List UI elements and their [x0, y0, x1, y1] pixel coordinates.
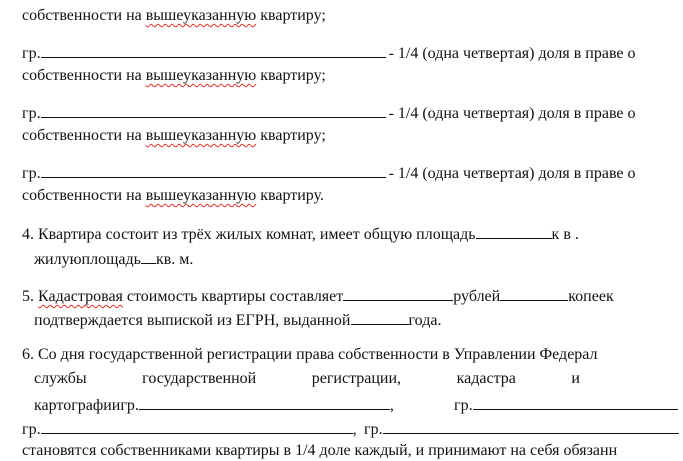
spell-error-word: вышеуказанную: [145, 187, 257, 204]
living-area-blank[interactable]: [141, 248, 156, 264]
text: собственности на: [22, 7, 146, 24]
word: и: [571, 370, 580, 387]
name-blank[interactable]: [473, 394, 678, 410]
item-6-line-5: [22, 441, 617, 461]
text: собственности на: [22, 127, 146, 144]
share-line-tail: [22, 66, 326, 86]
spell-error-word: Кадастровая: [38, 288, 123, 305]
text: к в .: [551, 226, 579, 243]
item-6-line-3-right: [454, 394, 678, 414]
text: 6. Со дня государственной регистрации права собственности в Управлении Федерал: [22, 346, 598, 363]
word: государственной: [142, 370, 257, 387]
owner-share-line: [22, 42, 636, 62]
spell-error-word: вышеуказанную: [145, 127, 257, 144]
year-blank[interactable]: [351, 309, 409, 325]
text: года.: [408, 312, 442, 329]
citizen-label: гр.: [22, 421, 41, 438]
spell-error-word: вышеуказанную: [145, 67, 257, 84]
name-blank[interactable]: [41, 162, 386, 178]
name-blank[interactable]: [41, 418, 353, 434]
text: квартиру;: [256, 67, 326, 84]
name-blank[interactable]: [41, 102, 386, 118]
item-6-line-3: [34, 394, 394, 414]
text: собственности на: [22, 187, 146, 204]
citizen-label: гр.: [22, 105, 41, 122]
text: 5.: [22, 288, 38, 305]
text: копеек: [568, 288, 614, 305]
item-6-line-2: [34, 369, 580, 389]
text: становятся собственниками квартиры в 1/4 доле каждый, и принимают на себя обязанн: [22, 442, 618, 459]
text: квартиру;: [256, 127, 326, 144]
citizen-label: гр.: [454, 397, 473, 414]
word: кадастра: [456, 370, 516, 387]
name-blank[interactable]: [41, 42, 386, 58]
owner-share-line: [22, 102, 636, 122]
item-4-line-2: [34, 248, 193, 268]
share-text: - 1/4 (одна четвертая) доля в праве о: [388, 165, 636, 182]
text: рублей: [453, 288, 501, 305]
item-6-line-4-right: [364, 418, 679, 438]
item-5-line-2: [34, 309, 441, 329]
share-line-tail: [22, 186, 324, 206]
word: регистрации,: [311, 370, 402, 387]
text: 4. Квартира состоит из трёх жилых комнат, имеет общую площадь: [22, 226, 476, 243]
text: ,: [389, 397, 394, 414]
text: кв. м.: [155, 251, 194, 268]
item-6-line-1: [22, 345, 598, 365]
text: подтверждается выпиской из ЕГРН, выданной: [34, 312, 351, 329]
text: квартиру;: [256, 7, 326, 24]
share-line-tail: [22, 126, 326, 146]
text: собственности на: [22, 67, 146, 84]
rubles-blank[interactable]: [343, 285, 453, 301]
citizen-label: гр.: [364, 421, 383, 438]
area-blank[interactable]: [476, 223, 552, 239]
name-blank[interactable]: [139, 394, 390, 410]
owner-share-line: [22, 162, 636, 182]
item-5-line-1: [22, 285, 614, 305]
text: ,: [352, 421, 357, 438]
share-line-tail: [22, 6, 326, 26]
citizen-label: гр.: [22, 45, 41, 62]
spell-error-word: вышеуказанную: [145, 7, 257, 24]
name-blank[interactable]: [383, 418, 679, 434]
word: службы: [34, 370, 87, 387]
item-6-line-4: [22, 418, 357, 438]
text: стоимость квартиры составляет: [122, 288, 344, 305]
share-text: - 1/4 (одна четвертая) доля в праве о: [388, 105, 636, 122]
text: жилуюплощадь: [34, 251, 141, 268]
text: картографиигр.: [34, 397, 139, 414]
share-text: - 1/4 (одна четвертая) доля в праве о: [388, 45, 636, 62]
text: квартиру.: [256, 187, 324, 204]
citizen-label: гр.: [22, 165, 41, 182]
item-4-line-1: [22, 223, 579, 243]
kopecks-blank[interactable]: [500, 285, 568, 301]
